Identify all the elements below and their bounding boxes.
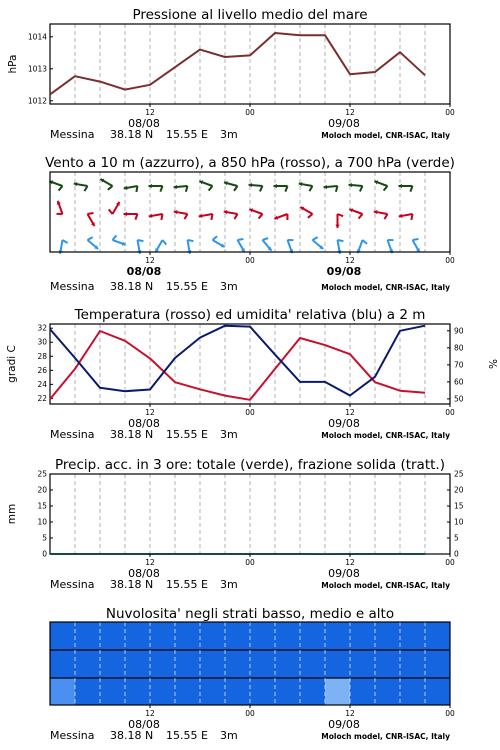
temperature-title: Temperatura (rosso) ed umidita' relativa (blu) a 2 m bbox=[74, 307, 426, 323]
wind-barb bbox=[88, 237, 99, 249]
x-tick-label: 12 bbox=[145, 108, 155, 117]
cloud-cell bbox=[400, 678, 425, 705]
cloud-cell bbox=[100, 622, 125, 650]
cloud-cell bbox=[275, 678, 300, 705]
cloud-cell bbox=[375, 622, 400, 650]
date-label: 09/08 bbox=[328, 567, 360, 580]
cloud-cell bbox=[350, 650, 375, 678]
pressure-frame bbox=[50, 24, 450, 104]
wind-barb bbox=[300, 207, 312, 218]
y-tick-label-right: 70 bbox=[454, 360, 464, 370]
temperature-frame bbox=[50, 324, 450, 404]
y-tick-label-right: 20 bbox=[454, 485, 464, 495]
location-name: Messina bbox=[50, 578, 95, 591]
y-tick-label: 1012 bbox=[27, 96, 47, 106]
temperature-ylabel-left: gradi C bbox=[6, 345, 18, 383]
cloud-cell bbox=[400, 622, 425, 650]
wind-barb bbox=[149, 214, 163, 220]
location-name: Messina bbox=[50, 729, 95, 742]
date-label: 09/08 bbox=[328, 417, 360, 430]
latitude: 38.18 N bbox=[110, 578, 154, 591]
y-tick-label: 32 bbox=[37, 323, 47, 333]
date-label: 08/08 bbox=[128, 567, 160, 580]
wind-barb bbox=[349, 208, 362, 218]
y-tick-label-right: 80 bbox=[454, 343, 464, 353]
cloud-cell bbox=[250, 650, 275, 678]
cloud-cell bbox=[125, 678, 150, 705]
cloud-cell bbox=[200, 650, 225, 678]
x-tick-label: 00 bbox=[245, 408, 255, 417]
wind-barb bbox=[349, 183, 363, 191]
cloud-cell bbox=[300, 678, 325, 705]
wind-barb bbox=[100, 179, 112, 190]
y-tick-label: 0 bbox=[42, 549, 47, 559]
cloud-cell bbox=[200, 678, 225, 705]
longitude: 15.55 E bbox=[166, 428, 208, 441]
pressure-panel bbox=[7, 7, 455, 141]
wind-barb bbox=[174, 185, 188, 192]
date-label: 09/08 bbox=[328, 117, 360, 130]
cloud-cell bbox=[150, 678, 175, 705]
y-tick-label-right: 5 bbox=[454, 533, 459, 543]
date-label: 08/08 bbox=[128, 117, 160, 130]
precip-frame bbox=[50, 474, 450, 554]
date-label: 08/08 bbox=[128, 718, 160, 731]
wind-barb bbox=[199, 180, 212, 190]
y-tick-label: 10 bbox=[37, 517, 47, 527]
precip-panel bbox=[6, 457, 464, 591]
y-tick-label: 15 bbox=[37, 501, 47, 511]
wind-barb bbox=[399, 214, 413, 220]
cloud-cell bbox=[75, 622, 100, 650]
y-tick-label: 26 bbox=[37, 365, 47, 375]
wind-barb bbox=[57, 201, 63, 214]
wind-barb bbox=[49, 180, 62, 190]
y-tick-label: 30 bbox=[37, 337, 47, 347]
x-tick-label: 00 bbox=[445, 408, 455, 417]
x-tick-label: 12 bbox=[145, 558, 155, 567]
cloud-cell bbox=[200, 622, 225, 650]
model-credit: Moloch model, CNR-ISAC, Italy bbox=[321, 431, 450, 440]
cloud-cell bbox=[50, 650, 75, 678]
y-tick-label: 24 bbox=[37, 379, 47, 389]
location-name: Messina bbox=[50, 280, 95, 293]
y-tick-label: 20 bbox=[37, 485, 47, 495]
longitude: 15.55 E bbox=[166, 729, 208, 742]
model-credit: Moloch model, CNR-ISAC, Italy bbox=[321, 131, 450, 140]
wind-barb bbox=[357, 240, 367, 253]
cloud-cell bbox=[250, 622, 275, 650]
wind-barb bbox=[109, 202, 120, 214]
model-credit: Moloch model, CNR-ISAC, Italy bbox=[321, 581, 450, 590]
latitude: 38.18 N bbox=[110, 280, 154, 293]
cloud-cell bbox=[425, 678, 450, 705]
pressure-title: Pressione al livello medio del mare bbox=[132, 7, 368, 23]
humidity-line bbox=[50, 326, 425, 396]
precip-title: Precip. acc. in 3 ore: totale (verde), frazione solida (tratt.) bbox=[55, 457, 445, 473]
elevation: 3m bbox=[220, 280, 238, 293]
longitude: 15.55 E bbox=[166, 280, 208, 293]
x-tick-label: 00 bbox=[245, 108, 255, 117]
wind-barb bbox=[74, 182, 88, 191]
y-tick-label: 22 bbox=[37, 393, 47, 403]
y-tick-label-right: 0 bbox=[454, 549, 459, 559]
wind-barb bbox=[238, 239, 245, 252]
y-tick-label-right: 15 bbox=[454, 501, 464, 511]
cloud-cell bbox=[175, 678, 200, 705]
cloud-cell bbox=[400, 650, 425, 678]
x-tick-label: 12 bbox=[345, 408, 355, 417]
cloud-cell bbox=[50, 678, 75, 705]
location-name: Messina bbox=[50, 128, 95, 141]
pressure-ylabel: hPa bbox=[7, 54, 19, 74]
humidity-ylabel-right: % bbox=[486, 359, 498, 369]
elevation: 3m bbox=[220, 128, 238, 141]
date-label: 09/08 bbox=[326, 265, 362, 278]
wind-barb bbox=[124, 186, 138, 192]
cloud-cell bbox=[175, 650, 200, 678]
wind-barb bbox=[149, 184, 163, 192]
elevation: 3m bbox=[220, 578, 238, 591]
cloud-cell bbox=[125, 650, 150, 678]
cloud-cell bbox=[325, 650, 350, 678]
x-tick-label: 00 bbox=[445, 256, 455, 265]
cloud-cell bbox=[275, 650, 300, 678]
latitude: 38.18 N bbox=[110, 729, 154, 742]
x-tick-label: 12 bbox=[145, 256, 155, 265]
x-tick-label: 12 bbox=[345, 709, 355, 718]
x-tick-label: 12 bbox=[145, 709, 155, 718]
wind-barb bbox=[155, 240, 166, 252]
cloud-cell bbox=[150, 650, 175, 678]
wind-barb bbox=[274, 184, 288, 192]
cloud-cell bbox=[425, 650, 450, 678]
wind-panel bbox=[45, 155, 455, 293]
wind-barb bbox=[124, 212, 138, 220]
wind-barb bbox=[288, 240, 294, 253]
cloud-title: Nuvolosita' negli strati basso, medio e alto bbox=[105, 606, 395, 622]
x-tick-label: 12 bbox=[345, 256, 355, 265]
cloud-cell bbox=[350, 622, 375, 650]
wind-barb bbox=[313, 237, 324, 249]
wind-barb bbox=[213, 236, 225, 247]
latitude: 38.18 N bbox=[110, 428, 154, 441]
wind-barb bbox=[388, 240, 394, 253]
y-tick-label: 5 bbox=[42, 533, 47, 543]
cloud-cell bbox=[300, 622, 325, 650]
model-credit: Moloch model, CNR-ISAC, Italy bbox=[321, 283, 450, 292]
cloud-cell bbox=[225, 650, 250, 678]
elevation: 3m bbox=[220, 428, 238, 441]
wind-barb bbox=[324, 185, 338, 192]
model-credit: Moloch model, CNR-ISAC, Italy bbox=[321, 732, 450, 741]
x-tick-label: 00 bbox=[445, 108, 455, 117]
longitude: 15.55 E bbox=[166, 128, 208, 141]
y-tick-label-right: 10 bbox=[454, 517, 464, 527]
wind-barb bbox=[113, 235, 126, 245]
cloud-cell bbox=[150, 622, 175, 650]
cloud-cell bbox=[225, 678, 250, 705]
wind-barb bbox=[174, 210, 188, 219]
x-tick-label: 00 bbox=[245, 709, 255, 718]
wind-barb bbox=[413, 239, 420, 252]
wind-barb bbox=[374, 210, 388, 219]
date-label: 09/08 bbox=[328, 718, 360, 731]
cloud-cell bbox=[100, 650, 125, 678]
y-tick-label: 25 bbox=[37, 469, 47, 479]
cloud-cell bbox=[300, 650, 325, 678]
wind-barb bbox=[199, 214, 213, 220]
wind-barb bbox=[224, 210, 238, 219]
cloud-cell bbox=[375, 650, 400, 678]
y-tick-label-right: 90 bbox=[454, 326, 464, 336]
x-tick-label: 00 bbox=[245, 256, 255, 265]
elevation: 3m bbox=[220, 729, 238, 742]
wind-barb bbox=[263, 238, 272, 251]
y-tick-label-right: 50 bbox=[454, 394, 464, 404]
x-tick-label: 12 bbox=[345, 108, 355, 117]
y-tick-label-right: 25 bbox=[454, 469, 464, 479]
cloud-cell bbox=[275, 622, 300, 650]
cloud-cell bbox=[375, 678, 400, 705]
cloud-cell bbox=[425, 622, 450, 650]
location-name: Messina bbox=[50, 428, 95, 441]
pressure-line bbox=[50, 33, 425, 94]
cloud-cell bbox=[175, 622, 200, 650]
wind-barb bbox=[224, 181, 238, 191]
wind-barb bbox=[249, 183, 263, 191]
x-tick-label: 00 bbox=[445, 709, 455, 718]
x-tick-label: 12 bbox=[145, 408, 155, 417]
cloud-cell bbox=[325, 622, 350, 650]
precip-ylabel: mm bbox=[6, 503, 18, 525]
wind-barb bbox=[249, 208, 262, 218]
cloud-panel bbox=[50, 606, 455, 742]
wind-barb bbox=[335, 214, 343, 228]
cloud-cell bbox=[75, 650, 100, 678]
cloud-cell bbox=[325, 678, 350, 705]
temperature-panel bbox=[6, 307, 498, 441]
y-tick-label: 1013 bbox=[27, 64, 47, 74]
cloud-cell bbox=[75, 678, 100, 705]
cloud-cell bbox=[125, 622, 150, 650]
cloud-cell bbox=[250, 678, 275, 705]
cloud-cell bbox=[50, 622, 75, 650]
y-tick-label: 28 bbox=[37, 351, 47, 361]
x-tick-label: 12 bbox=[345, 558, 355, 567]
longitude: 15.55 E bbox=[166, 578, 208, 591]
date-label: 08/08 bbox=[128, 417, 160, 430]
x-tick-label: 00 bbox=[245, 558, 255, 567]
latitude: 38.18 N bbox=[110, 128, 154, 141]
wind-title: Vento a 10 m (azzurro), a 850 hPa (rosso), a 700 hPa (verde) bbox=[45, 155, 455, 171]
cloud-cell bbox=[225, 622, 250, 650]
cloud-cell bbox=[100, 678, 125, 705]
date-label: 08/08 bbox=[126, 265, 162, 278]
x-tick-label: 00 bbox=[445, 558, 455, 567]
wind-barb bbox=[274, 214, 287, 220]
y-tick-label-right: 60 bbox=[454, 377, 464, 387]
wind-barb bbox=[374, 180, 387, 190]
cloud-cell bbox=[350, 678, 375, 705]
wind-barb bbox=[88, 213, 95, 226]
wind-barb bbox=[299, 182, 313, 191]
wind-barb bbox=[399, 184, 413, 192]
y-tick-label: 1014 bbox=[27, 32, 47, 42]
